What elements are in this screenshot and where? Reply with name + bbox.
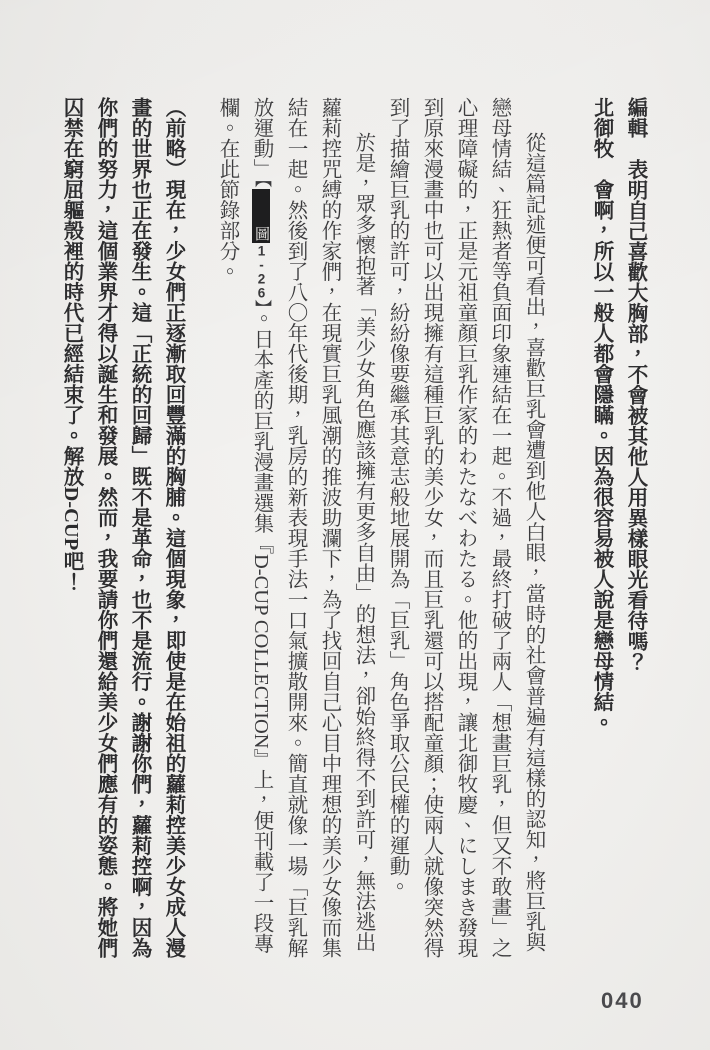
- figure-ref-open-bracket: 【: [252, 179, 271, 188]
- figure-ref-close-bracket: 】: [252, 299, 271, 308]
- quote-section: [52, 97, 190, 958]
- body-text-section: [210, 97, 550, 958]
- figure-reference: [252, 179, 271, 308]
- dialogue-text: 會啊，所以一般人都會隱瞞。因為很容易被人說是戀母情結。: [590, 179, 612, 733]
- paragraph-2-text: 於是，眾多懷抱著「美少女角色應該擁有更多自由」的想法，卻始終得不到許可，無法逃出蘿莉控咒縛的作家們，在現實巨乳風潮的推波助瀾下，為了找回自己心目中理想的美少女像而集結在一起。然後到了八〇年代後期，乳房的新表現手法一口氣擴散開來。簡直就像一場「巨乳解放運動」: [250, 97, 374, 958]
- dialogue-section: [582, 97, 652, 958]
- dialogue-text: 表明自己喜歡大胸部，不會被其他人用異樣眼光看待嗎？: [624, 158, 646, 671]
- page-number: 040: [601, 988, 644, 1013]
- speaker-name: 編輯: [624, 97, 646, 138]
- speaker-name: 北御牧: [590, 97, 612, 159]
- quote-paragraph: （前略）現在，少女們正逐漸取回豐滿的胸脯。這個現象，即使是在始祖的蘿莉控美少女成人漫畫的世界也正在發生。這「正統的回歸」既不是革命，也不是流行。謝謝你們，蘿莉控啊，因為你們的努力，這個業界才得以誕生和發展。然而，我要請你們還給美少女們應有的姿態。將她們囚禁在窮屈軀殼裡的時代已經結束了。解放D-CUP吧！: [60, 97, 184, 958]
- body-paragraph-2: [210, 97, 380, 958]
- dialogue-line-editor: [618, 97, 652, 958]
- figure-number: 1-26: [254, 243, 269, 300]
- paragraph-2-text: 。日本產的巨乳漫畫選集『D-CUP COLLECTION』上，便刊載了一段專欄。在此節錄部分。: [216, 97, 272, 954]
- body-paragraph-1: 從這篇記述便可看出，喜歡巨乳會遭到他人白眼，當時的社會普遍有這樣的認知，將巨乳與戀母情結、狂熱者等負面印象連結在一起。不過，最終打破了兩人「想畫巨乳，但又不敢畫」之心理障礙的，正是元祖童顏巨乳作家的わたなべわたる。他的出現，讓北御牧慶、にしまき發現到原來漫畫中也可以出現擁有這種巨乳的美少女，而且巨乳還可以搭配童顏；使兩人就像突然得到了描繪巨乳的許可，紛紛像要繼承其意志般地展開為「巨乳」角色爭取公民權的運動。: [386, 97, 544, 958]
- figure-label-box: 圖: [252, 189, 271, 243]
- dialogue-line-kitamimaki: [584, 97, 618, 958]
